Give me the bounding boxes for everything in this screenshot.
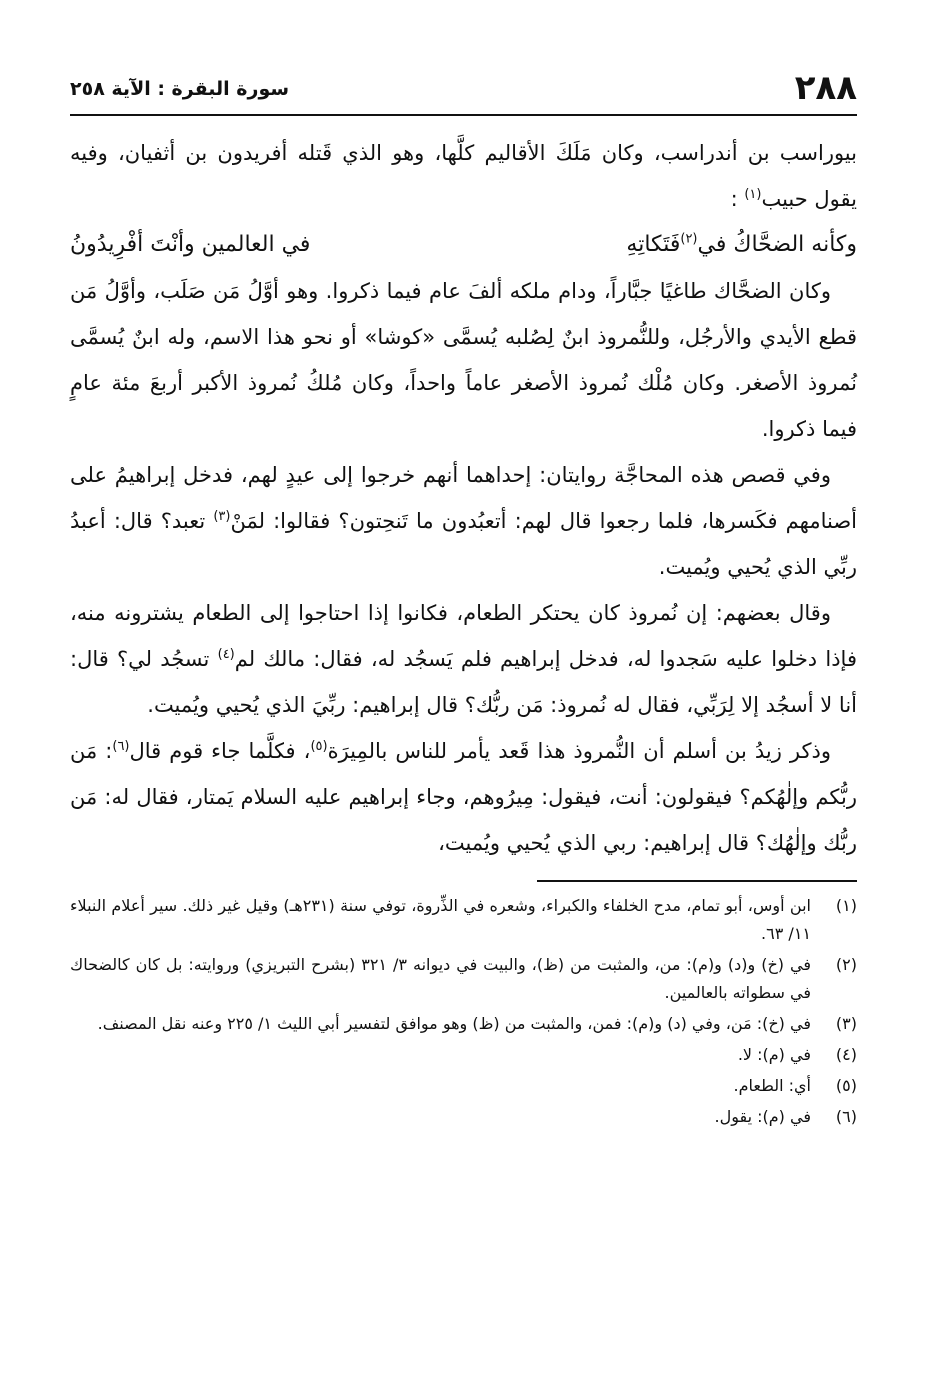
paragraph-5 bbox=[70, 728, 857, 866]
footnote-ref-2[interactable]: (٢) bbox=[680, 231, 698, 247]
page-number: ٢٨٨ bbox=[794, 68, 857, 108]
paragraph-text: ، فكلَّما جاء قوم قال bbox=[129, 739, 311, 763]
footnotes bbox=[70, 892, 857, 1131]
footnote-text: أي: الطعام. bbox=[733, 1076, 811, 1095]
footnote-divider bbox=[537, 880, 857, 882]
poetry-verse bbox=[70, 222, 857, 268]
paragraph-text: وفي قصص هذه المحاجَّة روايتان: إحداهما أنهم خرجوا إلى عيدٍ لهم، فدخل إبراهيمُ على أصنامهم فكَسرها، فلما رجعوا قال لهم: أتعبُدون ما تَنحِتون؟ فقالوا: لمَنْ bbox=[70, 463, 857, 533]
paragraph-2 bbox=[70, 268, 857, 452]
running-title: سورة البقرة : الآية ٢٥٨ bbox=[70, 78, 290, 100]
paragraph-text: : مَن ربُّكم وإلٰهُكم؟ فيقولون: أنت، فيقول: مِيرُوهم، وجاء إبراهيم عليه السلام يَمتار، فقال له: مَن ربُّك وإلٰهُك؟ قال إبراهيم: ربي الذي يُحيي ويُميت، bbox=[70, 739, 857, 855]
footnote-text: في (م): لا. bbox=[737, 1045, 811, 1064]
paragraph-4 bbox=[70, 590, 857, 728]
footnote-ref-5[interactable]: (٥) bbox=[310, 739, 328, 754]
paragraph-text: تعبد؟ قال: أعبدُ ربِّي الذي يُحيي ويُميت. bbox=[70, 509, 857, 579]
footnote-3 bbox=[70, 1010, 857, 1038]
verse-second-hemistich: في العالمين وأنْتَ أفْرِيدُونُ bbox=[70, 232, 311, 257]
footnote-5 bbox=[70, 1072, 857, 1100]
paragraph-1 bbox=[70, 130, 857, 222]
footnote-text: في (خ) و(د) و(م): من، والمثبت من (ظ)، والبيت في ديوانه ٣/ ٣٢١ (بشرح التبريزي) وروايته: بل كان كالضحاك في سطواته بالعالمين. bbox=[70, 955, 812, 1002]
paragraph-text: وكان الضحَّاك طاغيًا جبَّاراً، ودام ملكه ألفَ عام فيما ذكروا. وهو أوَّلُ مَن صَلَب، وأوَّلُ مَن قطع الأيدي والأرجُل، وللنُّمروذ ابنٌ لِصُلبه يُسمَّى «كوشا» أو نحو هذا الاسم، وله ابنٌ يُسمَّى نُمروذ الأصغر. وكان مُلْك نُمروذ الأصغر عاماً واحداً، وكان مُلكُ نُمروذ الأكبر أربعَ مئة عامٍ فيما ذكروا. bbox=[70, 279, 857, 441]
footnote-number: (٤) bbox=[835, 1045, 857, 1064]
paragraph-text: وذكر زيدُ بن أسلم أن النُّمروذ هذا قَعد يأمر للناس بالمِيرَة bbox=[327, 739, 831, 763]
footnote-2 bbox=[70, 951, 857, 1007]
page-header bbox=[70, 60, 857, 116]
footnote-ref-1[interactable]: (١) bbox=[744, 187, 762, 202]
footnote-ref-6[interactable]: (٦) bbox=[112, 739, 130, 754]
paragraph-text: : bbox=[730, 187, 745, 211]
footnote-text: ابن أوس، أبو تمام، مدح الخلفاء والكبراء، وشعره في الذِّروة، توفي سنة (٢٣١هـ) وقيل غير ذلك. سير أعلام النبلاء ١١/ ٦٣. bbox=[70, 896, 811, 943]
footnote-text: في (خ): مَن، وفي (د) و(م): فمن، والمثبت من (ظ) وهو موافق لتفسير أبي الليث ١/ ٢٢٥ وعنه نقل المصنف. bbox=[97, 1014, 811, 1033]
footnote-number: (٢) bbox=[835, 955, 857, 974]
footnote-6 bbox=[70, 1103, 857, 1131]
book-page bbox=[70, 60, 857, 1134]
footnote-1 bbox=[70, 892, 857, 948]
paragraph-text: وقال بعضهم: إن نُمروذ كان يحتكر الطعام، فكانوا إذا احتاجوا إلى الطعام يشترونه منه، فإذا دخلوا عليه سَجدوا له، فدخل إبراهيم فلم يَسجُد له، فقال: مالك لم bbox=[70, 601, 857, 671]
footnote-number: (٥) bbox=[835, 1076, 857, 1095]
paragraph-text: بيوراسب بن أندراسب، وكان مَلَكَ الأقاليم كلَّها، وهو الذي قَتله أفريدون بن أثفيان، وفيه يقول حبيب bbox=[70, 141, 857, 211]
main-text bbox=[70, 130, 857, 866]
footnote-number: (١) bbox=[835, 896, 857, 915]
paragraph-text: تسجُد لي؟ قال: أنا لا أسجُد إلا لِرَبِّي، فقال له نُمروذ: مَن ربُّك؟ قال إبراهيم: ربِّيَ الذي يُحيي ويُميت. bbox=[70, 647, 857, 717]
footnote-number: (٣) bbox=[835, 1014, 857, 1033]
footnote-4 bbox=[70, 1041, 857, 1069]
footnote-ref-4[interactable]: (٤) bbox=[217, 647, 235, 662]
footnote-ref-3[interactable]: (٣) bbox=[213, 509, 231, 524]
footnote-text: في (م): يقول. bbox=[714, 1107, 811, 1126]
paragraph-3 bbox=[70, 452, 857, 590]
verse-first-hemistich: وكأنه الضحَّاكُ في$^{(٢)}$فَتَكاتِهِ bbox=[626, 231, 857, 257]
footnote-number: (٦) bbox=[835, 1107, 857, 1126]
